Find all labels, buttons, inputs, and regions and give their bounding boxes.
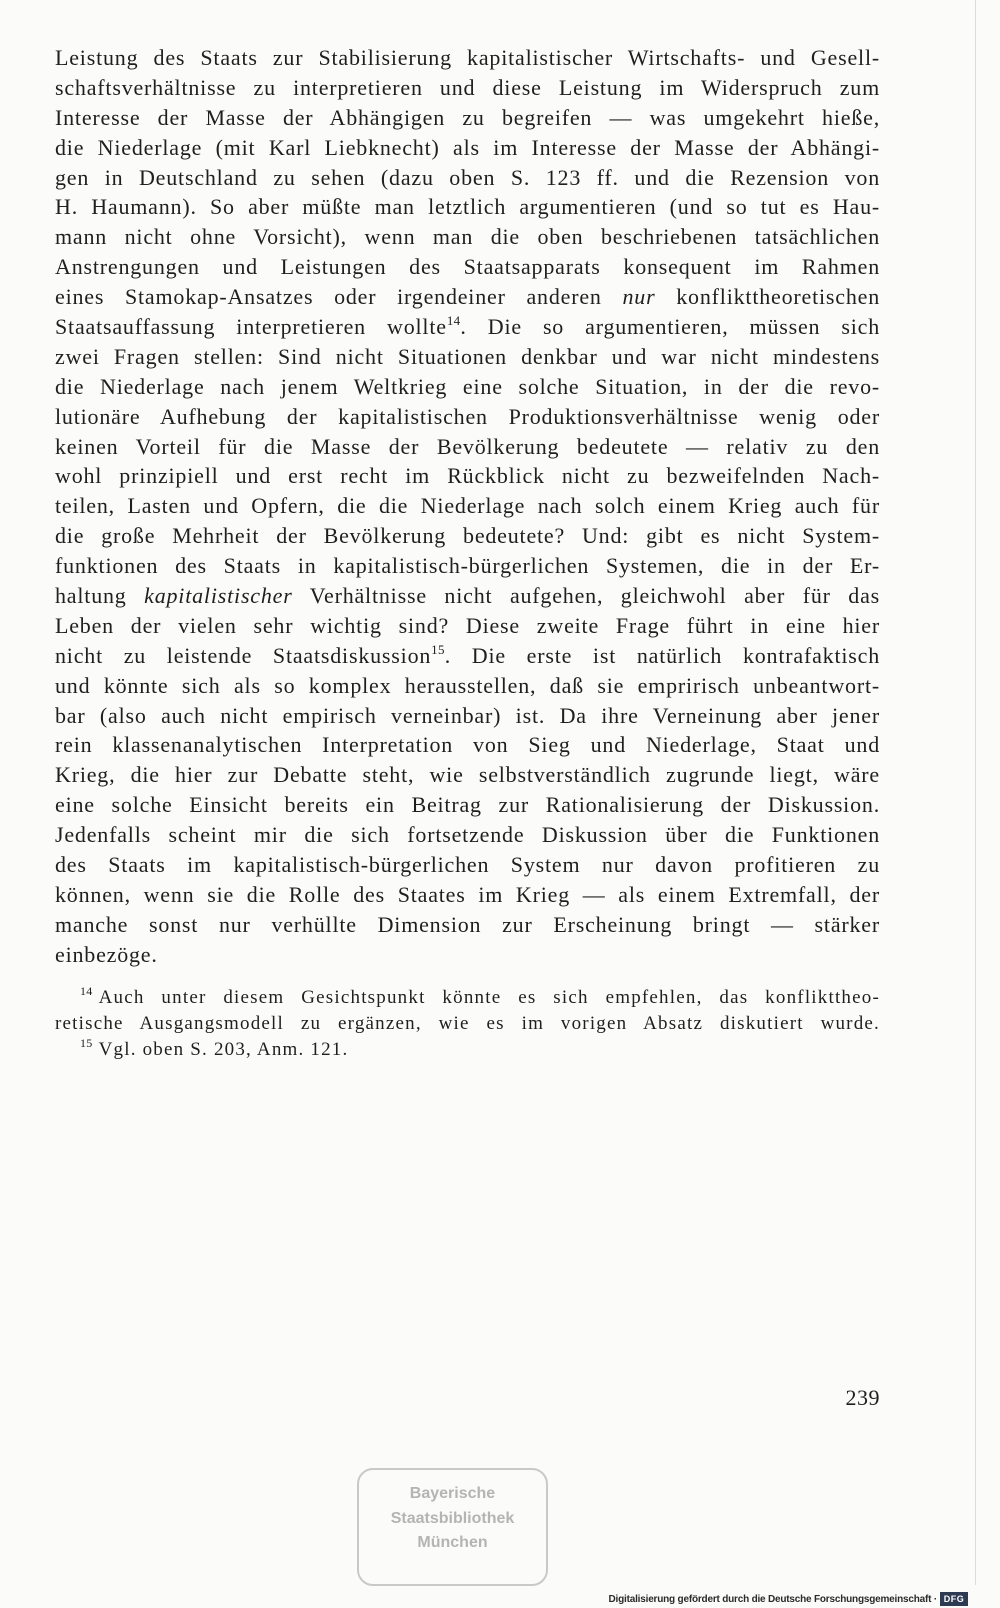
- text-segment: eines Stamokap-Ansatzes oder irgendeiner anderen: [55, 284, 602, 310]
- footnotes: [55, 985, 880, 1063]
- text-line: bar (also auch nicht empirisch verneinbar) ist. Da ihre Verneinung aber jener: [55, 702, 880, 728]
- text-line: die große Mehrheit der Bevölkerung bedeutete? Und: gibt es nicht System-: [55, 523, 880, 549]
- text-line: Jedenfalls scheint mir die sich fortsetzende Diskussion über die Funktionen: [55, 822, 880, 848]
- text-line: [55, 312, 880, 342]
- text-line: Anstrengungen und Leistungen des Staatsapparats konsequent im Rahmen: [55, 254, 880, 280]
- text-line: gen in Deutschland zu sehen (dazu oben S. 123 ff. und die Rezension von: [55, 164, 880, 190]
- footnote-ref-14: 14: [446, 313, 461, 329]
- text-segment: . Die so argumentieren, müssen sich: [460, 314, 880, 340]
- text-line: des Staats im kapitalistisch-bürgerlichen System nur davon profitieren zu: [55, 852, 880, 878]
- text-line: Leistung des Staats zur Stabilisierung kapitalistischer Wirtschafts- und Gesell-: [55, 45, 880, 70]
- dfg-logo-icon: DFG: [940, 1592, 968, 1606]
- text-line: die Niederlage (mit Karl Liebknecht) als im Interesse der Masse der Abhängi-: [55, 134, 880, 160]
- text-line: rein klassenanalytischen Interpretation von Sieg und Niederlage, Staat und: [55, 732, 880, 758]
- text-line: eine solche Einsicht bereits ein Beitrag zur Rationalisierung der Diskussion.: [55, 792, 880, 818]
- footnote-14: [55, 985, 880, 1011]
- body-text: [55, 43, 880, 970]
- text-line: wohl prinzipiell und erst recht im Rückblick nicht zu bezweifelnden Nach-: [55, 463, 880, 489]
- text-segment: konflikttheoretischen: [676, 284, 880, 310]
- text-segment: haltung: [55, 583, 127, 609]
- credit-text: Digitalisierung gefördert durch die Deutsche Forschungsgemeinschaft ·: [608, 1593, 937, 1605]
- text-segment: Verhältnisse nicht aufgehen, gleichwohl aber für das: [309, 583, 881, 609]
- text-line: Leben der vielen sehr wichtig sind? Diese zweite Frage führt in eine hier: [55, 612, 880, 638]
- text-segment: Staatsauffassung interpretieren wollte: [55, 314, 447, 340]
- footnote-marker: 15: [80, 1036, 93, 1050]
- text-line: H. Haumann). So aber müßte man letztlich argumentieren (und so tut es Hau-: [55, 194, 880, 220]
- text-segment: . Die erste ist natürlich kontrafaktisch: [444, 642, 880, 668]
- text-line: mann nicht ohne Vorsicht), wenn man die oben beschriebenen tatsächlichen: [55, 224, 880, 250]
- footnote-text: Vgl. oben S. 203, Anm. 121.: [98, 1039, 349, 1060]
- page-edge: [975, 0, 976, 1585]
- text-line: Interesse der Masse der Abhängigen zu begreifen — was umgekehrt hieße,: [55, 104, 880, 130]
- text-line: schaftsverhältnisse zu interpretieren und diese Leistung im Widerspruch zum: [55, 74, 880, 100]
- text-line: Krieg, die hier zur Debatte steht, wie selbstverständlich zugrunde liegt, wäre: [55, 762, 880, 788]
- library-stamp: [357, 1468, 548, 1586]
- text-line: zwei Fragen stellen: Sind nicht Situationen denkbar und war nicht mindestens: [55, 343, 880, 369]
- text-line: die Niederlage nach jenem Weltkrieg eine solche Situation, in der die revo-: [55, 373, 880, 399]
- page-number: 239: [845, 1385, 880, 1410]
- emphasis-text: nur: [622, 284, 656, 310]
- text-line: [55, 282, 880, 312]
- stamp-line: Staatsbibliothek: [390, 1509, 515, 1527]
- digitization-credit: [609, 1591, 968, 1607]
- text-line: funktionen des Staats in kapitalistisch-bürgerlichen Systemen, die in der Er-: [55, 553, 880, 579]
- text-line: und könnte sich als so komplex herausstellen, daß sie empririsch unbeantwort-: [55, 672, 880, 698]
- text-line: [55, 581, 880, 611]
- footnote-marker: 14: [80, 984, 93, 998]
- text-line: teilen, Lasten und Opfern, die die Niederlage nach solch einem Krieg auch für: [55, 493, 880, 519]
- text-segment: nicht zu leistende Staatsdiskussion: [55, 642, 432, 668]
- text-line: lutionäre Aufhebung der kapitalistischen Produktionsverhältnisse wenig oder: [55, 403, 880, 429]
- stamp-line: Bayerische: [409, 1485, 496, 1502]
- text-line: manche sonst nur verhüllte Dimension zur Erscheinung bringt — stärker: [55, 911, 880, 937]
- footnote-15: [55, 1037, 880, 1063]
- text-line: keinen Vorteil für die Masse der Bevölkerung bedeutete — relativ zu den: [55, 433, 880, 459]
- footnote-14-continued: retische Ausgangsmodell zu ergänzen, wie es im vorigen Absatz diskutiert wurde.: [55, 1013, 880, 1034]
- text-line: einbezöge.: [55, 941, 158, 967]
- text-line: können, wenn sie die Rolle des Staates im Krieg — als einem Extremfall, der: [55, 881, 880, 907]
- text-line: [55, 641, 880, 671]
- emphasis-text: kapitalistischer: [144, 583, 293, 609]
- footnote-text: Auch unter diesem Gesichtspunkt könnte es sich empfehlen, das konflikttheo-: [98, 987, 880, 1008]
- footnote-ref-15: 15: [431, 641, 445, 657]
- stamp-line: München: [417, 1534, 488, 1551]
